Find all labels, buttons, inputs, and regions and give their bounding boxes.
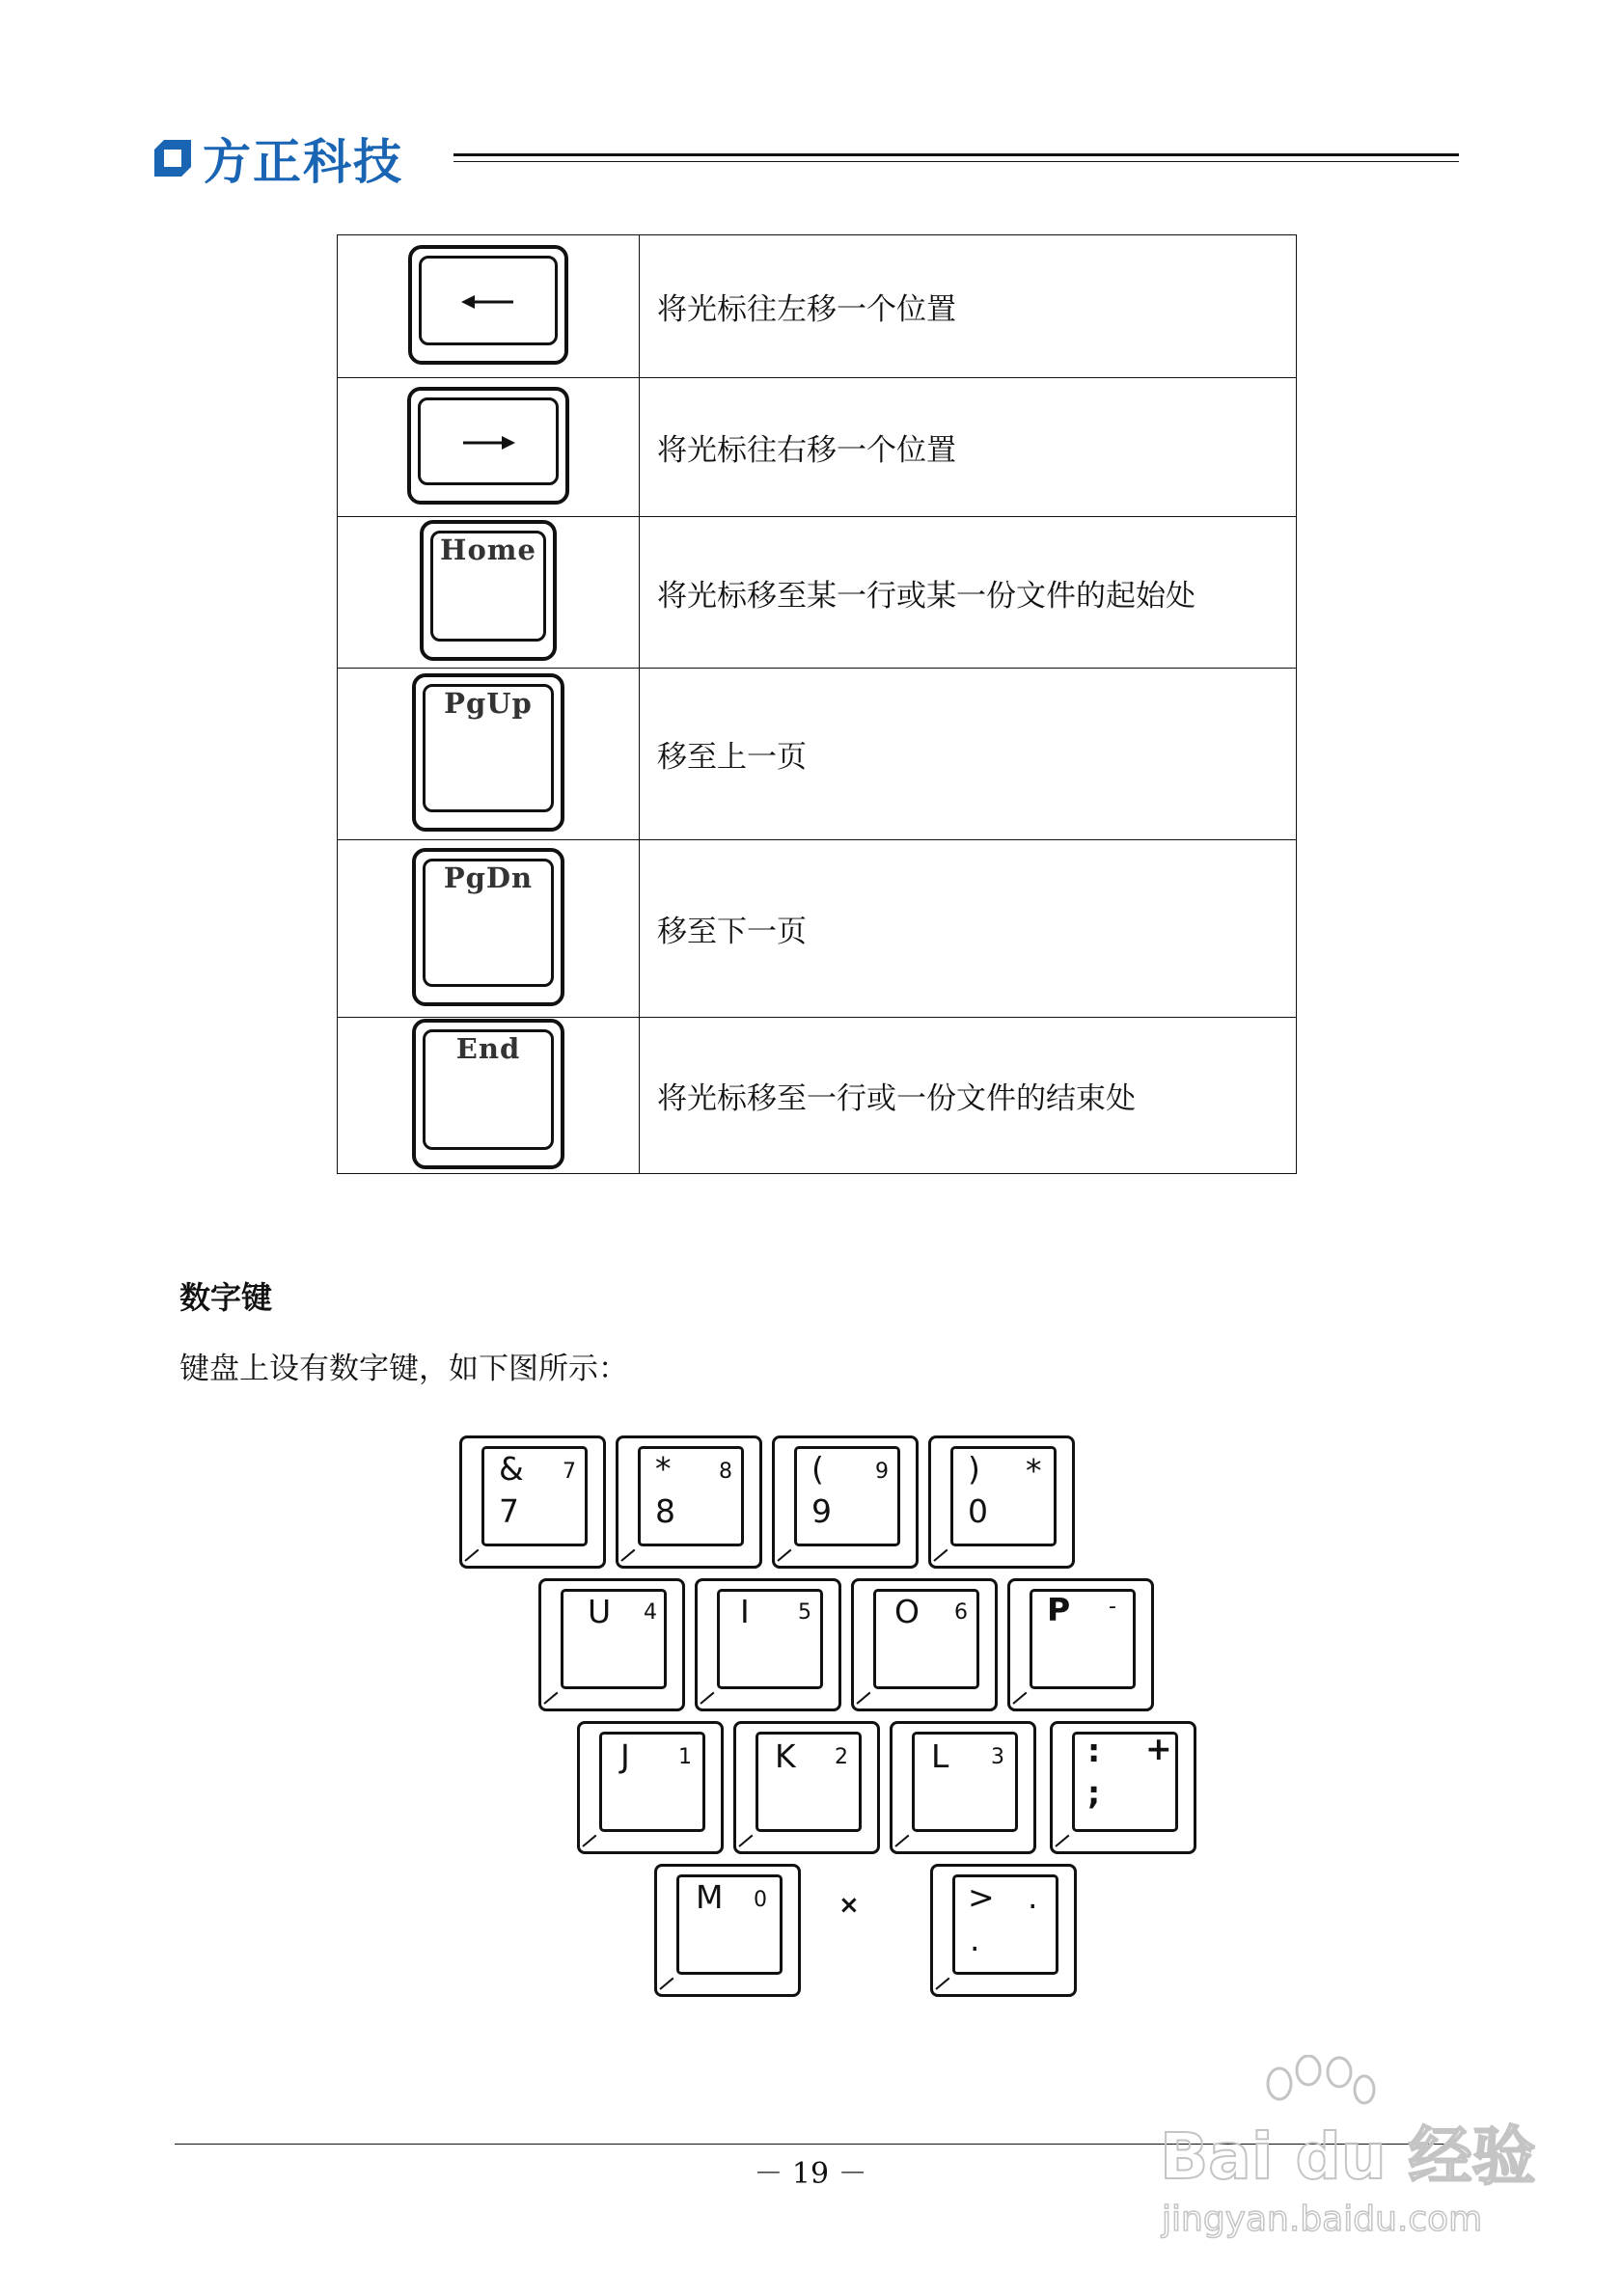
header-rule bbox=[453, 153, 1459, 156]
right-arrow-key-icon bbox=[407, 387, 569, 505]
keypad-key-l: L 3 bbox=[890, 1721, 1036, 1854]
pgup-key-icon: PgUp bbox=[412, 673, 564, 832]
company-logo bbox=[151, 129, 403, 190]
baidu-jingyan-watermark: Bai du 经验 jingyan.baidu.com bbox=[1154, 2055, 1540, 2257]
keypad-key-0: ) 0 * bbox=[928, 1435, 1075, 1569]
keypad-key-o: O 6 bbox=[851, 1578, 998, 1711]
table-cell-description: 将光标移至某一行或某一份文件的起始处 bbox=[640, 517, 1297, 669]
table-cell-description: 移至下一页 bbox=[640, 840, 1297, 1018]
home-key-icon: Home bbox=[420, 520, 557, 661]
logo-text: 方正科技 bbox=[203, 134, 403, 190]
keypad-key-m: M 0 bbox=[654, 1864, 801, 1997]
left-arrow-key-icon bbox=[408, 245, 568, 365]
keypad-key-9: ( 9 9 bbox=[772, 1435, 919, 1569]
keypad-key-u: U 4 bbox=[538, 1578, 685, 1711]
table-row bbox=[338, 840, 1297, 1018]
page-number: － 19 － bbox=[754, 2157, 867, 2191]
table-row bbox=[338, 235, 1297, 378]
end-key-icon: End bbox=[412, 1019, 564, 1169]
keypad-key-7: & 7 7 bbox=[459, 1435, 606, 1569]
table-row bbox=[338, 669, 1297, 840]
table-row bbox=[338, 378, 1297, 517]
keypad-key-i: I 5 bbox=[695, 1578, 841, 1711]
header-rule-thin bbox=[453, 161, 1459, 162]
keypad-key-p: P - bbox=[1007, 1578, 1154, 1711]
keypad-key-k: K 2 bbox=[733, 1721, 880, 1854]
logo-mark-icon bbox=[151, 136, 195, 180]
table-cell-description: 将光标往左移一个位置 bbox=[640, 235, 1297, 378]
keypad-key-8: * 8 8 bbox=[616, 1435, 762, 1569]
section-body: 键盘上设有数字键，如下图所示： bbox=[179, 1352, 628, 1386]
table-row bbox=[338, 517, 1297, 669]
table-row bbox=[338, 1018, 1297, 1174]
keypad-key-period: > . . bbox=[930, 1864, 1077, 1997]
table-cell-description: 移至上一页 bbox=[640, 669, 1297, 840]
section-title: 数字键 bbox=[179, 1279, 273, 1316]
navigation-keys-table bbox=[337, 234, 1297, 1174]
table-cell-description: 将光标移至一行或一份文件的结束处 bbox=[640, 1018, 1297, 1174]
x-mark: × bbox=[838, 1891, 860, 1920]
keypad-key-j: J 1 bbox=[577, 1721, 724, 1854]
keypad-key-semicolon: : ; + bbox=[1050, 1721, 1196, 1854]
table-cell-description: 将光标往右移一个位置 bbox=[640, 378, 1297, 517]
pgdn-key-icon: PgDn bbox=[412, 848, 564, 1006]
